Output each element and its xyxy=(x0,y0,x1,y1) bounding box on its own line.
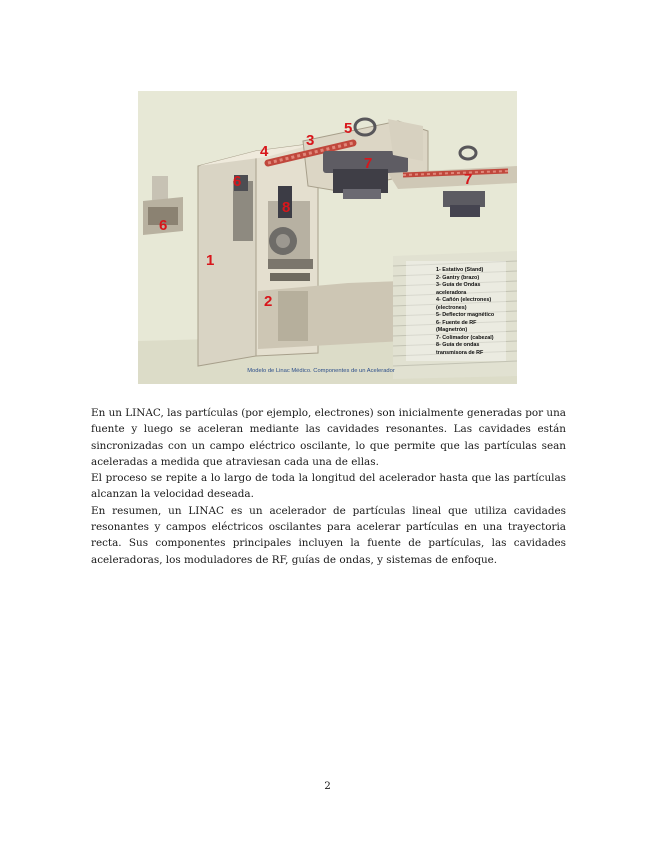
legend-item: 8- Guía de ondas xyxy=(436,342,480,348)
linac-figure xyxy=(138,91,517,384)
legend-item: 1- Estativo (Stand) xyxy=(436,267,484,273)
figure-legend xyxy=(436,267,517,357)
label-6a: 6 xyxy=(233,173,242,190)
paragraph: En un LINAC, las partículas (por ejemplo, electrones) son inicialmente generadas por una fuente y luego se aceleran mediante las cavidades resonantes. Las cavidades están sincronizadas con un campo eléctrico oscilante, lo que permite que las partículas sean aceleradas a medida que atraviesan cada una de ellas. xyxy=(91,407,566,468)
paragraph: En resumen, un LINAC es un acelerador de partículas lineal que utiliza cavidades resonantes y campos eléctricos oscilantes para acelerar partículas en una trayectoria recta. Sus componentes principales incluyen la fuente de partículas, las cavidades aceleradoras, los moduladores de RF, guías de ondas, y sistemas de enfoque. xyxy=(91,504,566,566)
legend-item: 7- Colimador (cabezal) xyxy=(436,334,494,341)
label-7b: 7 xyxy=(464,171,473,188)
label-7a: 7 xyxy=(364,155,373,172)
paragraph: El proceso se repite a lo largo de toda la longitud del acelerador hasta que las partículas alcanzan la velocidad deseada. xyxy=(91,472,566,501)
legend-item: 2- Gantry (brazo) xyxy=(436,274,480,281)
legend-item: 4- Cañón (electrones) xyxy=(436,297,492,303)
label-1: 1 xyxy=(206,252,215,269)
legend-item: (Magnetrón) xyxy=(436,327,468,333)
legend-item: 6- Fuente de RF xyxy=(436,319,477,326)
label-4: 4 xyxy=(260,143,269,160)
legend-item: 3- Guía de Ondas xyxy=(436,282,481,288)
legend-item: aceleradora xyxy=(436,289,467,296)
label-2: 2 xyxy=(264,293,273,310)
label-6b: 6 xyxy=(159,217,168,234)
figure-caption: Modelo de Linac Médico. Componentes de un Acelerador xyxy=(247,368,395,374)
body-text xyxy=(91,405,566,568)
label-3: 3 xyxy=(306,132,315,149)
legend-item: 5- Deflector magnético xyxy=(436,312,495,318)
legend-item: (electrones) xyxy=(436,304,467,311)
page-number: 2 xyxy=(324,780,331,792)
label-8: 8 xyxy=(282,199,291,216)
legend-item: transmisora de RF xyxy=(436,349,484,356)
label-5: 5 xyxy=(344,120,353,137)
